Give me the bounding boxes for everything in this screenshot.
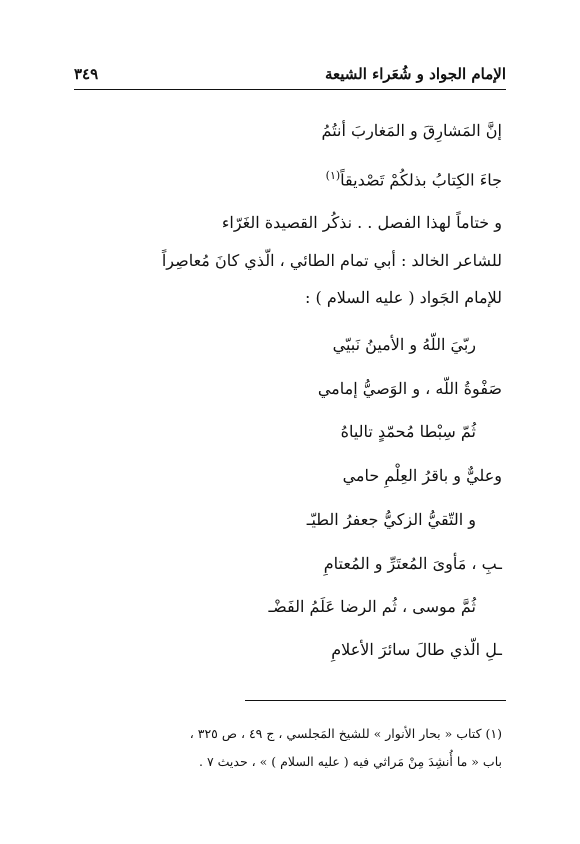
page-number: ٣٤٩ xyxy=(74,65,99,83)
poem-line: وعليٌّ و باقرُ العِلْمِ حامي xyxy=(342,466,502,485)
paragraph-line: للإمام الجَواد ( عليه السلام ) : xyxy=(305,288,502,307)
verse-line: جاءَ الكِتابُ بذلكُمْ تَصْديقاً$^{(١)}$ xyxy=(325,169,502,190)
running-title: الإمام الجواد و شُعَراء الشيعة xyxy=(325,65,506,83)
footnote-marker: (١) xyxy=(325,169,341,182)
poem-line: صَفْوةُ اللّه ، و الوَصيُّ إمامي xyxy=(317,379,502,398)
footnote-rule xyxy=(245,700,506,701)
header-rule xyxy=(74,89,506,90)
poem-line: ـلِ الّذي طالَ سائرَ الأعلامِ xyxy=(331,640,502,659)
paragraph-line: للشاعر الخالد : أبي تمام الطائي ، الّذي كانَ مُعاصِراً xyxy=(161,251,502,270)
verse-line: إنَّ المَشارِقَ و المَغاربَ أنتُمُ xyxy=(321,121,502,140)
footnote-line: باب « ما أُنشِدَ مِنْ مَراثي فيه ( عليه السلام ) » ، حديث ٧ . xyxy=(199,754,502,769)
poem-line: ربّيَ اللّهُ و الأمينُ نَبيّي xyxy=(332,335,476,354)
poem-line: ـبِ ، مَأوىَ المُعتَرِّ و المُعتامِ xyxy=(323,554,502,573)
paragraph-line: و ختاماً لهذا الفصل . . نذكُر القصيدة الغَرّاء xyxy=(221,213,502,232)
poem-line: ثُمّ سِبْطا مُحمّدٍ تالياهُ xyxy=(340,422,476,441)
footnote-line: (١) كتاب « بحار الأنوار » للشيخ المَجلسي ، ج ٤٩ ، ص ٣٢٥ ، xyxy=(189,726,502,741)
poem-line: و التّقيُّ الزكيُّ جعفرُ الطيّـ xyxy=(306,510,476,529)
running-header xyxy=(74,62,506,86)
poem-line: ثُمَّ موسى ، ثُم الرضا عَلَمُ الفَضْـ xyxy=(268,597,476,616)
